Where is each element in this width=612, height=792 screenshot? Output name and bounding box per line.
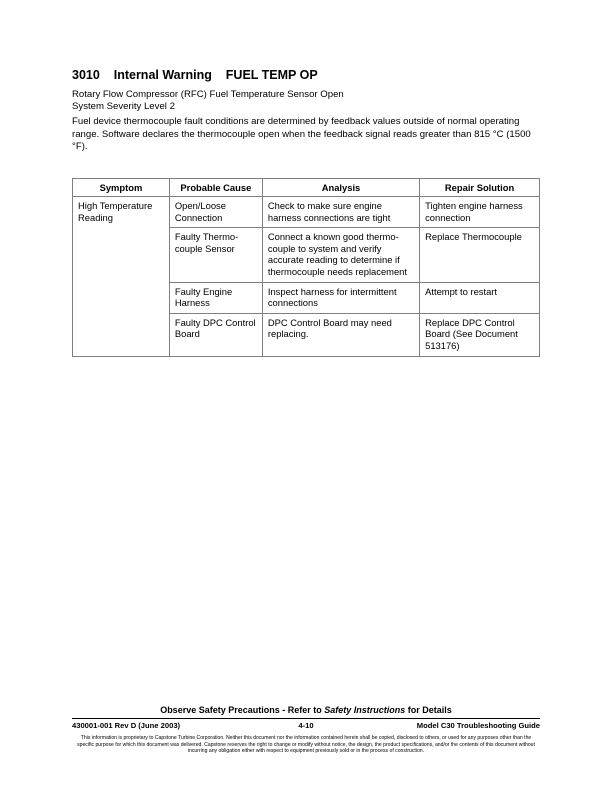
cause-cell: Faulty Thermo-couple Sensor [169, 228, 262, 282]
troubleshooting-table [72, 178, 540, 357]
table-row [73, 197, 540, 228]
repair-cell: Replace Thermocouple [420, 228, 540, 282]
cause-cell: Faulty DPC Control Board [169, 313, 262, 356]
fault-code: 3010 [72, 68, 100, 82]
column-header-repair: Repair Solution [420, 179, 540, 197]
table-row [73, 282, 540, 313]
proprietary-notice: This information is proprietary to Capstone Turbine Corporation. Neither this document nor the information contained herein shall be copied, disclosed to others, or used for any purposes other than the specific purpose for which this document was delivered. Capstone reserves the right to change or modify without notice, the design, the product specifications, and/or the contents of this document without incurring any obligation either with respect to equipment previously sold or in the process of construction. [77, 735, 535, 755]
table-row [73, 313, 540, 356]
fault-name: FUEL TEMP OP [225, 68, 318, 82]
symptom-cell-empty [73, 282, 170, 313]
repair-cell: Attempt to restart [420, 282, 540, 313]
symptom-cell-empty [73, 313, 170, 356]
guide-title: Model C30 Troubleshooting Guide [416, 721, 540, 730]
table-row [73, 228, 540, 282]
analysis-cell: Inspect harness for intermittent connections [262, 282, 419, 313]
column-header-cause: Probable Cause [169, 179, 262, 197]
safety-prefix: Observe Safety Precautions - Refer to [160, 705, 325, 715]
symptom-cell: High Temperature Reading [73, 197, 170, 228]
page-number: 4-10 [298, 721, 314, 730]
analysis-cell: DPC Control Board may need replacing. [262, 313, 419, 356]
cause-cell: Faulty Engine Harness [169, 282, 262, 313]
analysis-cell: Check to make sure engine harness connections are tight [262, 197, 419, 228]
severity-level: System Severity Level 2 [72, 101, 175, 112]
cause-cell: Open/Loose Connection [169, 197, 262, 228]
symptom-cell-empty [73, 228, 170, 282]
repair-cell: Replace DPC Control Board (See Document 513176) [420, 313, 540, 356]
column-header-analysis: Analysis [262, 179, 419, 197]
table-header-row [73, 179, 540, 197]
fault-heading [72, 68, 318, 82]
column-header-symptom: Symptom [73, 179, 170, 197]
footer-divider [72, 718, 540, 719]
safety-suffix: for Details [405, 705, 452, 715]
fault-subtitle: Rotary Flow Compressor (RFC) Fuel Temperature Sensor Open [72, 89, 344, 100]
repair-cell: Tighten engine harness connection [420, 197, 540, 228]
intro-paragraph: Fuel device thermocouple fault conditions are determined by feedback values outside of normal operating range. Software declares the thermocouple open when the feedback signal reads greater than 815 °C (1500 °F). [72, 116, 531, 152]
safety-notice [72, 705, 540, 715]
fault-category: Internal Warning [113, 68, 212, 82]
safety-instructions-reference: Safety Instructions [324, 705, 406, 715]
analysis-cell: Connect a known good thermo-couple to system and verify accurate reading to determine if thermocouple needs replacement [262, 228, 419, 282]
document-number: 430001-001 Rev D (June 2003) [72, 721, 181, 730]
